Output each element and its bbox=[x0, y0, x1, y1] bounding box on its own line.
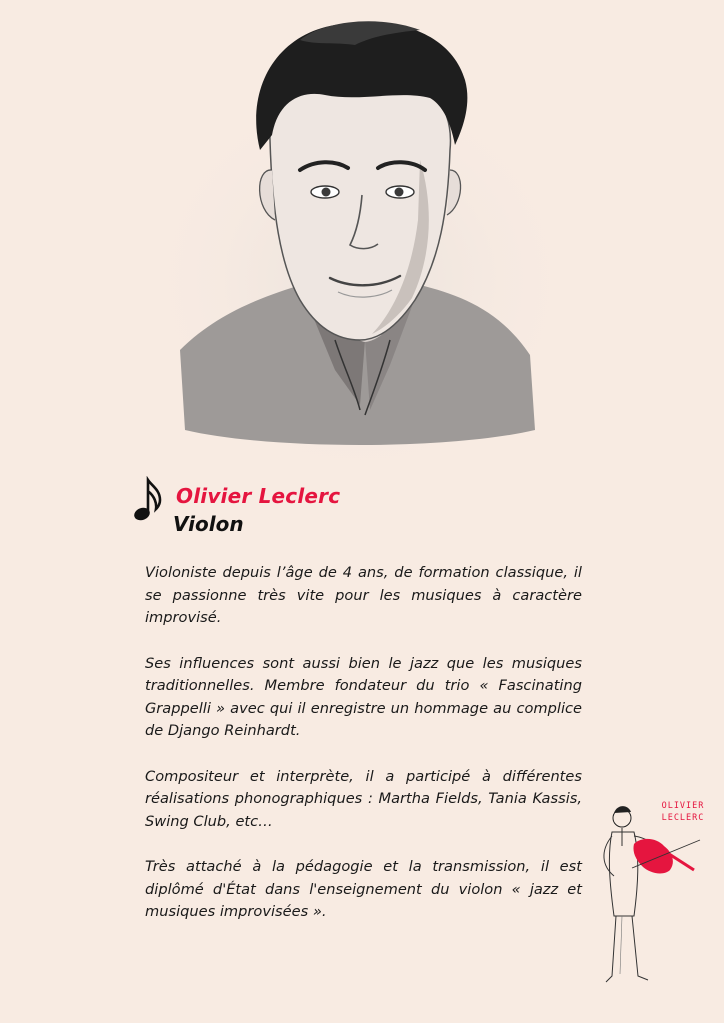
violinist-sketch bbox=[592, 796, 714, 991]
sketch-caption bbox=[648, 800, 718, 824]
sketch-caption-line: LECLERC bbox=[661, 813, 705, 823]
bio-paragraph: Violoniste depuis l’âge de 4 ans, de formation classique, il se passionne très vite pour les musiques à caractère improvisé. bbox=[145, 564, 582, 626]
artist-name: Olivier Leclerc bbox=[176, 484, 341, 508]
eighth-note-icon bbox=[132, 476, 166, 524]
bio-paragraph: Très attaché à la pédagogie et la transmission, il est diplômé d'État dans l'enseignement du violon « jazz et musiques improvisées ». bbox=[145, 858, 582, 920]
bio-paragraph: Compositeur et interprète, il a participé à différentes réalisations phonographiques : Martha Fields, Tania Kassis, Swing Club, etc… bbox=[145, 767, 582, 830]
artist-instrument: Violon bbox=[173, 512, 244, 536]
portrait-illustration bbox=[150, 10, 570, 460]
bio-paragraph: Ses influences sont aussi bien le jazz que les musiques traditionnelles. Membre fondateur du trio « Fascinating Grappelli » avec qui il enregistre un hommage au complice de Django Reinhardt. bbox=[145, 654, 582, 739]
sketch-caption-line: OLIVIER bbox=[661, 801, 705, 811]
biography bbox=[145, 562, 582, 924]
